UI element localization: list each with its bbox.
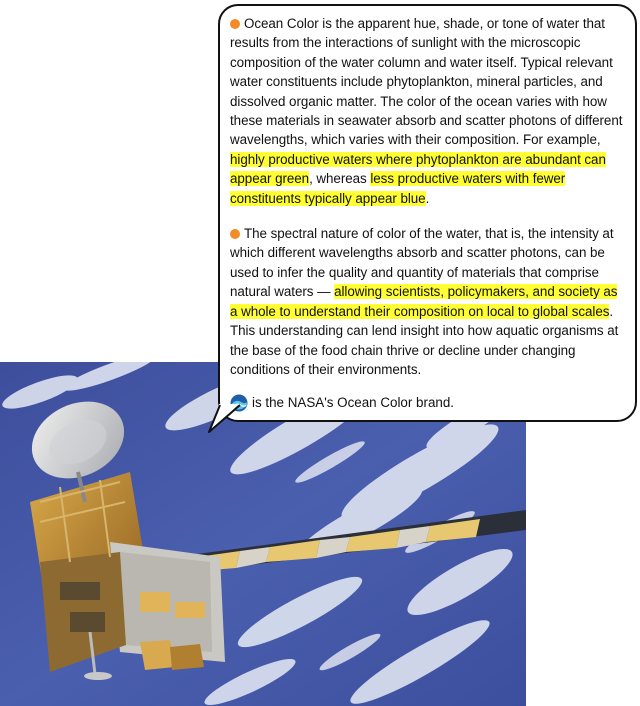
paragraph-ocean-color-definition (230, 14, 623, 208)
brand-text: is the NASA's Ocean Color brand. (252, 395, 455, 411)
orange-dot-icon (230, 19, 240, 29)
bubble-tail (205, 404, 250, 434)
highlight-understanding-composition: allowing scientists, policymakers, and society as a whole to understand their composition on local to global scales (230, 284, 618, 319)
paragraph2-text-2: . This understanding can lend insight into how aquatic organisms at the base of the food chain thrive or decline under changing conditions of their environments. (230, 303, 619, 377)
highlight-green-waters: highly productive waters where phytoplankton are abundant can appear green (230, 151, 606, 187)
highlight-blue-waters: less productive waters with fewer constituents typically appear blue (230, 171, 566, 206)
paragraph1-text-2: , whereas (309, 171, 371, 187)
speech-bubble (218, 4, 637, 422)
paragraph-spectral-nature (230, 224, 623, 379)
paragraph2-text-1: The spectral nature of color of the water, that is, the intensity at which different wavelengths absorb and scatter photons, can be used to infer the quality and quantity of materials that comprise natural waters — (230, 226, 614, 300)
brand-line (230, 393, 623, 412)
paragraph1-text-1: Ocean Color is the apparent hue, shade, or tone of water that results from the interactions of sunlight with the microscopic composition of the water column and water itself. Typical relevant water constituents include phytoplankton, mineral particles, and dissolved organic matter. The color of the ocean varies with how these materials in seawater absorb and scatter photons of different wavelengths, which varies with their composition. For example, (230, 16, 623, 148)
orange-dot-icon (230, 229, 240, 239)
paragraph1-text-3: . (425, 190, 430, 206)
